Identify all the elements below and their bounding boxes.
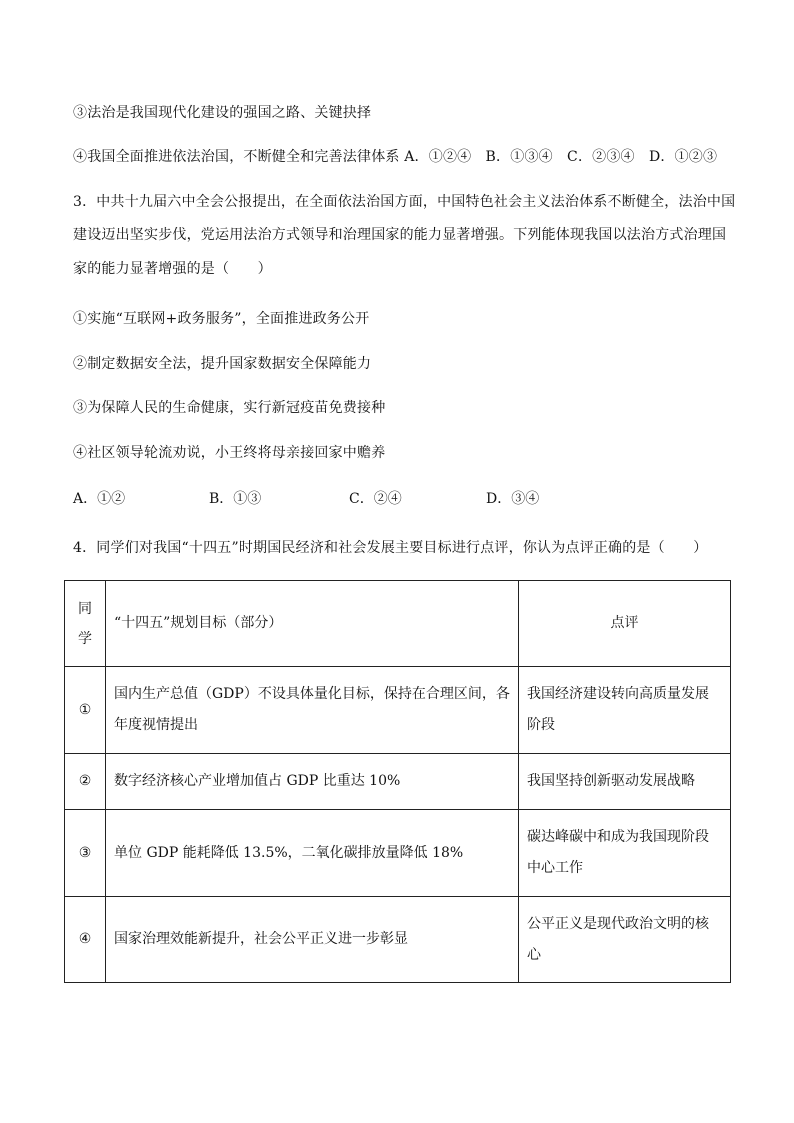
header-student — [65, 581, 106, 667]
header-student-line-1: 同 — [78, 600, 92, 617]
row-goal: 数字经济核心产业增加值占 GDP 比重达 10% — [106, 754, 519, 810]
q3-stem-line-2: 建设迈出坚实步伐，党运用法治方式领导和治理国家的能力显著增强。下列能体现我国以法治方式治理国 — [73, 227, 727, 243]
row-goal: 国内生产总值（GDP）不设具体量化目标，保持在合理区间，各年度视情提出 — [106, 667, 519, 754]
q3-stem-line-3: 家的能力显著增强的是（ ） — [73, 261, 272, 277]
row-goal: 单位 GDP 能耗降低 13.5%，二氧化碳排放量降低 18% — [106, 810, 519, 897]
header-student-line-2: 学 — [78, 630, 92, 647]
row-number: ② — [65, 754, 106, 810]
table-row — [65, 667, 731, 754]
table-row — [65, 810, 731, 897]
header-goal: “十四五”规划目标（部分） — [106, 581, 519, 667]
row-comment: 我国经济建设转向高质量发展阶段 — [519, 667, 731, 754]
row-comment: 我国坚持创新驱动发展战略 — [519, 754, 731, 810]
table-row — [65, 897, 731, 983]
q3-item-2: ②制定数据安全法，提升国家数据安全保障能力 — [73, 356, 372, 372]
q3-options — [73, 488, 733, 508]
q3-item-4: ④社区领导轮流劝说，小王终将母亲接回家中赡养 — [73, 445, 386, 461]
q3-stem-line-1: 3．中共十九届六中全会公报提出，在全面依法治国方面，中国特色社会主义法治体系不断健全，法治中国 — [73, 194, 736, 210]
q2-item-4-with-options: ④我国全面推进依法治国，不断健全和完善法律体系 A．①②④ B．①③④ C．②③④ D．①②③ — [73, 149, 718, 165]
row-number: ③ — [65, 810, 106, 897]
q3-option-a: A．①② — [73, 491, 126, 507]
row-comment: 碳达峰碳中和成为我国现阶段中心工作 — [519, 810, 731, 897]
row-number: ① — [65, 667, 106, 754]
q4-stem: 4．同学们对我国“十四五”时期国民经济和社会发展主要目标进行点评，你认为点评正确的是（ ） — [73, 540, 708, 556]
row-number: ④ — [65, 897, 106, 983]
table-header-row — [65, 581, 731, 667]
q3-option-d: D．③④ — [486, 491, 540, 507]
table-row — [65, 754, 731, 810]
q3-item-3: ③为保障人民的生命健康，实行新冠疫苗免费接种 — [73, 400, 386, 416]
q3-item-1: ①实施“互联网+政务服务”，全面推进政务公开 — [73, 311, 370, 327]
q4-table — [64, 580, 731, 983]
q3-option-b: B．①③ — [209, 491, 262, 507]
q3-option-c: C．②④ — [349, 491, 402, 507]
header-comment: 点评 — [519, 581, 731, 667]
q2-item-3: ③法治是我国现代化建设的强国之路、关键抉择 — [73, 105, 372, 121]
row-goal: 国家治理效能新提升，社会公平正义进一步彰显 — [106, 897, 519, 983]
row-comment: 公平正义是现代政治文明的核心 — [519, 897, 731, 983]
